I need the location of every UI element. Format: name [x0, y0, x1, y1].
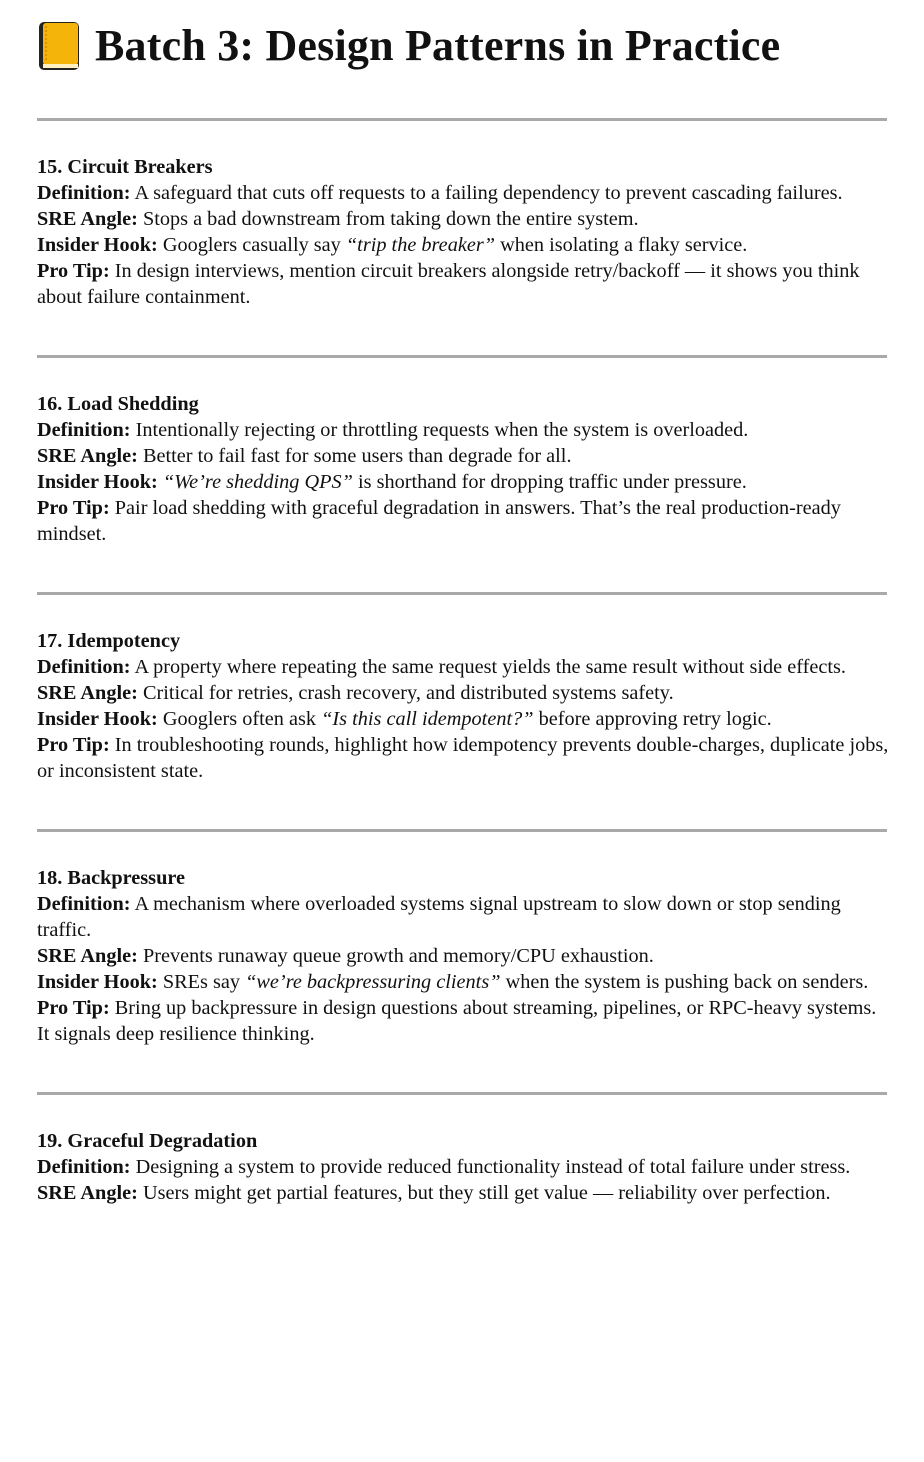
- definition-label: Definition:: [37, 893, 131, 915]
- insider-hook-quote: “We’re shedding QPS”: [162, 471, 353, 493]
- definition-line: [37, 891, 889, 943]
- insider-hook-line: [37, 969, 889, 995]
- insider-hook-text: Googlers casually say: [157, 234, 346, 256]
- definition-line: [37, 180, 889, 206]
- pro-tip-label: Pro Tip:: [37, 734, 110, 756]
- insider-hook-text-end: is shorthand for dropping traffic under pressure.: [352, 471, 747, 493]
- section-heading: 18. Backpressure: [37, 867, 185, 889]
- sre-angle-label: SRE Angle:: [37, 1182, 138, 1204]
- sre-angle-line: [37, 443, 889, 469]
- definition-label: Definition:: [37, 419, 131, 441]
- pro-tip-line: [37, 495, 889, 547]
- sre-angle-line: [37, 1180, 889, 1206]
- sre-angle-label: SRE Angle:: [37, 445, 138, 467]
- insider-hook-text: Googlers often ask: [157, 708, 322, 730]
- definition-line: [37, 417, 889, 443]
- sre-angle-line: [37, 680, 889, 706]
- definition-text: Designing a system to provide reduced functionality instead of total failure under stress.: [130, 1156, 851, 1178]
- definition-label: Definition:: [37, 1156, 131, 1178]
- definition-label: Definition:: [37, 656, 131, 678]
- pro-tip-text: In troubleshooting rounds, highlight how idempotency prevents double-charges, duplicate jobs, or inconsistent state.: [37, 734, 889, 782]
- section-heading: 16. Load Shedding: [37, 393, 199, 415]
- insider-hook-line: [37, 232, 889, 258]
- page-header: [37, 18, 780, 74]
- insider-hook-line: [37, 706, 889, 732]
- pro-tip-line: [37, 732, 889, 784]
- sre-angle-line: [37, 206, 889, 232]
- sre-angle-text: Stops a bad downstream from taking down the entire system.: [137, 208, 639, 230]
- pro-tip-label: Pro Tip:: [37, 260, 110, 282]
- definition-line: [37, 654, 889, 680]
- notebook-icon: [37, 20, 81, 72]
- pro-tip-text: Pair load shedding with graceful degradation in answers. That’s the real production-ready mindset.: [37, 497, 841, 545]
- pro-tip-text: Bring up backpressure in design questions about streaming, pipelines, or RPC-heavy systems. It signals deep resilience thinking.: [37, 997, 877, 1045]
- insider-hook-quote: “we’re backpressuring clients”: [245, 971, 501, 993]
- sre-angle-text: Better to fail fast for some users than degrade for all.: [137, 445, 572, 467]
- section-heading: 17. Idempotency: [37, 630, 181, 652]
- insider-hook-line: [37, 469, 889, 495]
- insider-hook-quote: “Is this call idempotent?”: [321, 708, 534, 730]
- section-heading: 19. Graceful Degradation: [37, 1130, 258, 1152]
- definition-text: A safeguard that cuts off requests to a failing dependency to prevent cascading failures.: [130, 182, 843, 204]
- section-heading: 15. Circuit Breakers: [37, 156, 213, 178]
- sre-angle-text: Critical for retries, crash recovery, and distributed systems safety.: [137, 682, 674, 704]
- insider-hook-text-end: before approving retry logic.: [533, 708, 772, 730]
- glossary-content: [37, 118, 889, 1251]
- page-title: Batch 3: Design Patterns in Practice: [95, 21, 781, 70]
- insider-hook-text-end: when isolating a flaky service.: [495, 234, 748, 256]
- insider-hook-label: Insider Hook:: [37, 971, 158, 993]
- definition-text: A mechanism where overloaded systems signal upstream to slow down or stop sending traffic.: [37, 893, 841, 941]
- definition-text: A property where repeating the same request yields the same result without side effects.: [130, 656, 846, 678]
- glossary-section: [37, 1095, 889, 1251]
- pro-tip-line: [37, 995, 889, 1047]
- definition-line: [37, 1154, 889, 1180]
- insider-hook-label: Insider Hook:: [37, 471, 158, 493]
- sre-angle-line: [37, 943, 889, 969]
- definition-text: Intentionally rejecting or throttling requests when the system is overloaded.: [130, 419, 749, 441]
- insider-hook-label: Insider Hook:: [37, 708, 158, 730]
- sre-angle-label: SRE Angle:: [37, 208, 138, 230]
- insider-hook-text-end: when the system is pushing back on senders.: [500, 971, 869, 993]
- glossary-section: [37, 832, 889, 1092]
- glossary-section: [37, 595, 889, 829]
- glossary-section: [37, 121, 889, 355]
- insider-hook-text: SREs say: [157, 971, 246, 993]
- pro-tip-label: Pro Tip:: [37, 997, 110, 1019]
- definition-label: Definition:: [37, 182, 131, 204]
- pro-tip-line: [37, 258, 889, 310]
- sre-angle-text: Users might get partial features, but they still get value — reliability over perfection.: [137, 1182, 831, 1204]
- sre-angle-label: SRE Angle:: [37, 945, 138, 967]
- sre-angle-text: Prevents runaway queue growth and memory/CPU exhaustion.: [137, 945, 654, 967]
- pro-tip-label: Pro Tip:: [37, 497, 110, 519]
- insider-hook-quote: “trip the breaker”: [345, 234, 496, 256]
- insider-hook-label: Insider Hook:: [37, 234, 158, 256]
- sre-angle-label: SRE Angle:: [37, 682, 138, 704]
- glossary-section: [37, 358, 889, 592]
- pro-tip-text: In design interviews, mention circuit breakers alongside retry/backoff — it shows you think about failure containment.: [37, 260, 860, 308]
